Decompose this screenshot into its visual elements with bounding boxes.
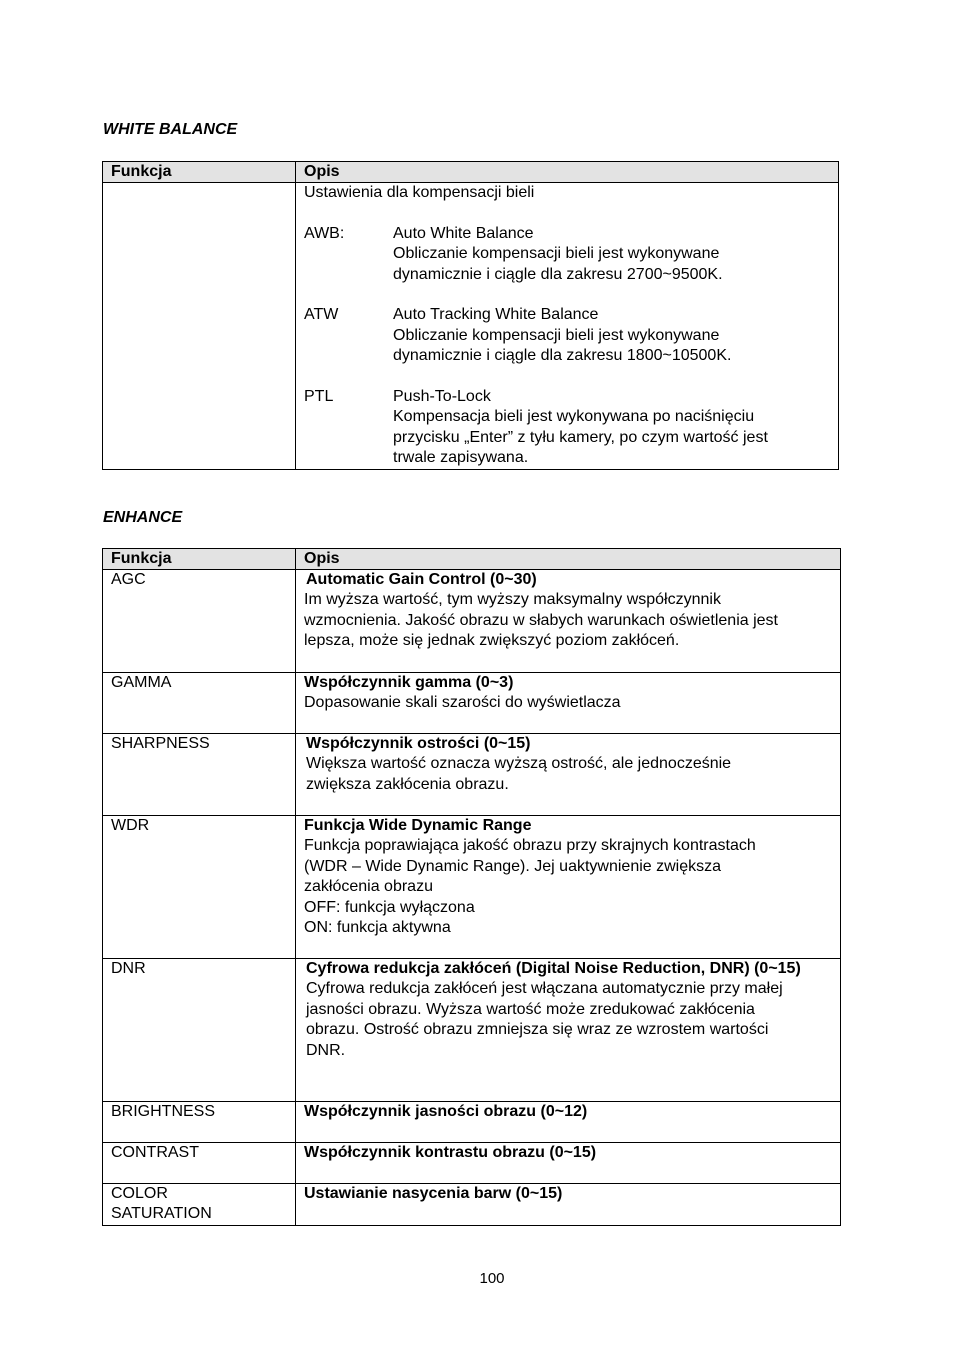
function-cell: CONTRAST	[103, 1143, 296, 1184]
row-heading: Współczynnik ostrości (0~15)	[306, 735, 531, 752]
wb-line: Kompensacja bieli jest wykonywana po naciśnięciu	[393, 408, 755, 426]
function-cell: BRIGHTNESS	[103, 1102, 296, 1143]
function-cell	[103, 183, 296, 470]
header-opis: Opis	[296, 549, 841, 570]
function-cell: AGC	[103, 570, 296, 673]
table-row-sharpness	[103, 734, 841, 816]
description-cell	[296, 734, 841, 816]
wb-entry-awb	[304, 224, 830, 285]
table-row-dnr	[103, 959, 841, 1102]
wb-line: przycisku „Enter” z tyłu kamery, po czym wartość jest	[393, 428, 768, 446]
row-line: DNR.	[306, 1041, 346, 1059]
function-cell	[103, 1184, 296, 1226]
page-number: 100	[479, 1270, 505, 1287]
row-line: Większa wartość oznacza wyższą ostrość, ale jednocześnie	[306, 755, 732, 773]
description-cell	[296, 183, 839, 470]
row-line: Cyfrowa redukcja zakłóceń jest włączana automatycznie przy małej	[306, 980, 783, 998]
wb-code: AWB:	[304, 224, 345, 242]
header-funkcja: Funkcja	[103, 549, 296, 570]
description-cell	[296, 1143, 841, 1184]
row-line: wzmocnienia. Jakość obrazu w słabych warunkach oświetlenia jest	[304, 611, 778, 629]
row-line: Funkcja poprawiająca jakość obrazu przy skrajnych kontrastach	[304, 837, 756, 855]
wb-line: Obliczanie kompensacji bieli jest wykonywane	[393, 245, 720, 263]
row-line: obrazu. Ostrość obrazu zmniejsza się wraz ze wzrostem wartości	[306, 1021, 769, 1039]
row-line: jasności obrazu. Wyższa wartość może zredukować zakłócenia	[306, 1000, 755, 1018]
row-heading: Współczynnik kontrastu obrazu (0~15)	[304, 1144, 597, 1161]
row-line: ON: funkcja aktywna	[304, 919, 451, 937]
wb-intro: Ustawienia dla kompensacji bieli	[304, 184, 535, 201]
header-opis: Opis	[296, 162, 839, 183]
row-line: lepsza, może się jednak zwiększyć poziom zakłóceń.	[304, 632, 680, 650]
wb-entry-atw	[304, 305, 830, 366]
table-row	[103, 183, 839, 470]
table-row-wdr	[103, 816, 841, 959]
wb-entry-ptl	[304, 387, 830, 469]
section-title-white-balance: WHITE BALANCE	[103, 121, 238, 138]
table-header-row	[103, 549, 841, 570]
function-cell: GAMMA	[103, 673, 296, 734]
wb-line: Obliczanie kompensacji bieli jest wykonywane	[393, 326, 720, 344]
wb-mode-name: Push-To-Lock	[393, 388, 491, 406]
description-cell	[296, 1102, 841, 1143]
row-line: zwiększa zakłócenia obrazu.	[306, 775, 509, 793]
row-heading: Współczynnik gamma (0~3)	[304, 674, 514, 691]
table-row-brightness	[103, 1102, 841, 1143]
wb-code: PTL	[304, 388, 334, 406]
header-funkcja: Funkcja	[103, 162, 296, 183]
row-heading: Cyfrowa redukcja zakłóceń (Digital Noise Reduction, DNR) (0~15)	[306, 960, 801, 977]
row-line: Dopasowanie skali szarości do wyświetlacza	[304, 694, 621, 712]
row-heading: Automatic Gain Control (0~30)	[306, 571, 537, 588]
wb-mode-name: Auto Tracking White Balance	[393, 306, 599, 324]
enhance-table	[102, 548, 841, 1226]
row-line: (WDR – Wide Dynamic Range). Jej uaktywnienie zwiększa	[304, 857, 722, 875]
wb-mode-name: Auto White Balance	[393, 224, 534, 242]
table-row-color-saturation	[103, 1184, 841, 1226]
row-line: zakłócenia obrazu	[304, 878, 433, 896]
row-line: OFF: funkcja wyłączona	[304, 898, 475, 916]
wb-line: dynamicznie i ciągle dla zakresu 1800~10500K.	[393, 347, 732, 365]
row-heading: Współczynnik jasności obrazu (0~12)	[304, 1103, 588, 1120]
wb-line: dynamicznie i ciągle dla zakresu 2700~9500K.	[393, 265, 723, 283]
table-header-row	[103, 162, 839, 183]
function-cell: DNR	[103, 959, 296, 1102]
description-cell	[296, 816, 841, 959]
row-heading: Funkcja Wide Dynamic Range	[304, 817, 532, 834]
table-row-gamma	[103, 673, 841, 734]
function-label: COLOR SATURATION	[111, 1185, 212, 1223]
wb-line: trwale zapisywana.	[393, 449, 529, 467]
row-line: Im wyższa wartość, tym wyższy maksymalny współczynnik	[304, 591, 721, 609]
description-cell	[296, 673, 841, 734]
section-title-enhance: ENHANCE	[103, 509, 183, 526]
table-row-contrast	[103, 1143, 841, 1184]
white-balance-table	[102, 161, 839, 470]
description-cell	[296, 570, 841, 673]
wb-code: ATW	[304, 306, 339, 324]
table-row-agc	[103, 570, 841, 673]
function-cell: WDR	[103, 816, 296, 959]
description-cell	[296, 959, 841, 1102]
description-cell	[296, 1184, 841, 1226]
row-heading: Ustawianie nasycenia barw (0~15)	[304, 1185, 563, 1202]
function-cell: SHARPNESS	[103, 734, 296, 816]
